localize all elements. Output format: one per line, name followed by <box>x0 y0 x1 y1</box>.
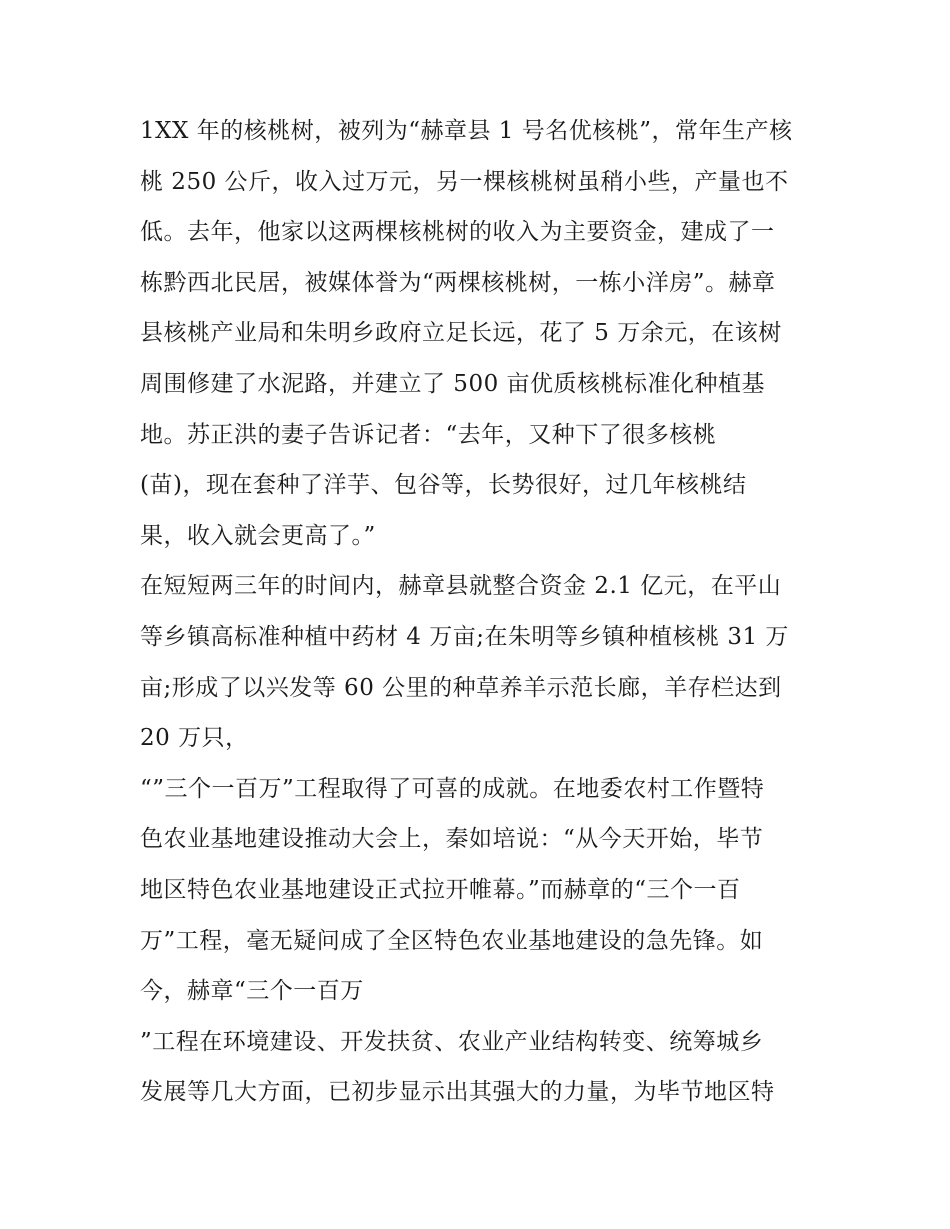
text-line: 果，收入就会更高了。” <box>140 522 376 549</box>
text-line: 周围修建了水泥路，并建立了 500 亩优质核桃标准化种植基 <box>140 370 766 397</box>
text-line: 1XX 年的核桃树，被列为“赫章县 1 号名优核桃”，常年生产核 <box>140 118 793 144</box>
text-line: 地区特色农业基地建设正式拉开帷幕。”而赫章的“三个一百 <box>140 876 741 903</box>
text-line: “”三个一百万”工程取得了可喜的成就。在地委农村工作暨特 <box>140 775 765 802</box>
text-line: 万”工程，毫无疑问成了全区特色农业基地建设的急先锋。如 <box>140 927 764 954</box>
text-line: 低。去年，他家以这两棵核桃树的收入为主要资金，建成了一 <box>140 219 775 246</box>
text-line: 20 万只， <box>140 725 249 752</box>
text-line: 栋黔西北民居，被媒体誉为“两棵核桃树，一栋小洋房”。赫章 <box>140 269 776 296</box>
text-line: 亩;形成了以兴发等 60 公里的种草养羊示范长廊，羊存栏达到 <box>140 674 782 701</box>
text-line: 色农业基地建设推动大会上，秦如培说：“从今天开始，毕节 <box>140 826 764 853</box>
text-line: 桃 250 公斤，收入过万元，另一棵核桃树虽稍小些，产量也不 <box>140 168 789 195</box>
text-line: 等乡镇高标准种植中药材 4 万亩;在朱明等乡镇种植核桃 31 万 <box>140 623 789 650</box>
body-text <box>140 112 820 1124</box>
text-line: 县核桃产业局和朱明乡政府立足长远，花了 5 万余元，在该树 <box>140 320 782 347</box>
text-line: ”工程在环境建设、开发扶贫、农业产业结构转变、统筹城乡 <box>140 1028 764 1055</box>
text-line: 在短短两三年的时间内，赫章县就整合资金 2.1 亿元，在平山 <box>140 573 782 600</box>
text-line: (苗)，现在套种了洋芋、包谷等，长势很好，过几年核桃结 <box>140 472 747 499</box>
text-line: 今，赫章“三个一百万 <box>140 978 364 1005</box>
text-line: 地。苏正洪的妻子告诉记者：“去年，又种下了很多核桃 <box>140 421 717 448</box>
text-line: 发展等几大方面，已初步显示出其强大的力量，为毕节地区特 <box>140 1079 775 1106</box>
